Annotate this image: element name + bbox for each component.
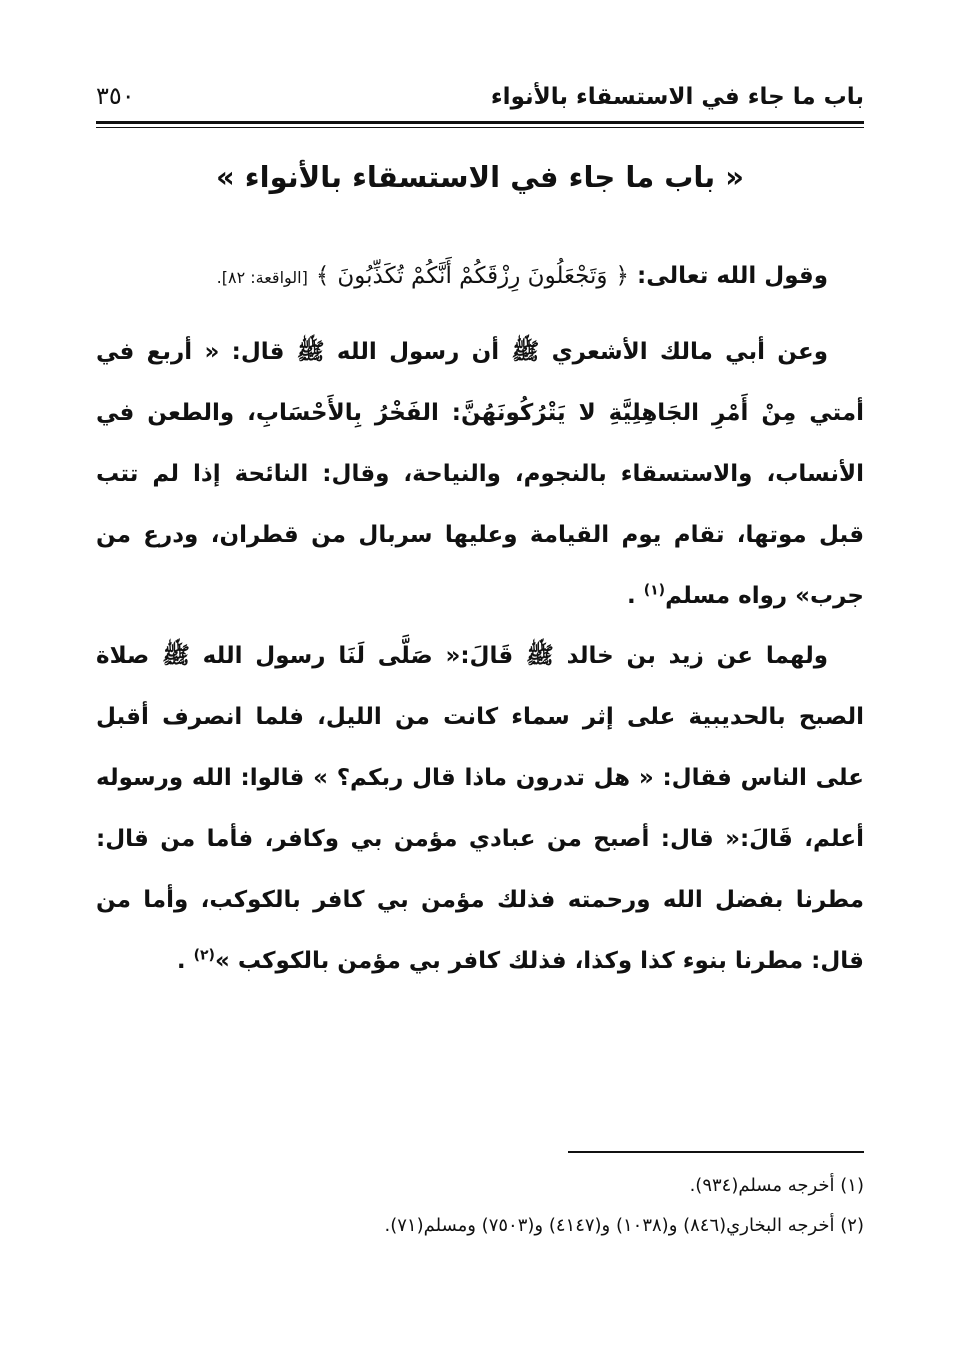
running-header xyxy=(96,80,864,120)
verse-close-bracket: ﴾ xyxy=(315,263,330,289)
verse-intro: وقول الله تعالى: xyxy=(637,263,828,289)
header-rule-thin xyxy=(96,127,864,128)
hadith-1-text: وعن أبي مالك الأشعري ﷺ أن رسول الله ﷺ قال: « أربع في أمتي مِنْ أَمْرِ الجَاهِلِيَّةِ لا يَتْرُكُونَهُنَّ: الفَخْرُ بِالأَحْسَابِ، والطعن في الأنساب، والاستسقاء بالنجوم، والنياحة، وقال: النائحة إذا لم تتب قبل موتها، تقام يوم القيامة وعليها سربال من قطران، ودرع من جرب» رواه مسلم xyxy=(96,339,864,609)
hadith-paragraph-1 xyxy=(96,322,864,627)
footnote-rule xyxy=(568,1151,864,1153)
footnote-1: (١) أخرجه مسلم(٩٣٤). xyxy=(689,1175,864,1196)
hadith-paragraph-2 xyxy=(96,626,864,992)
verse-paragraph xyxy=(96,246,864,308)
footnote-2: (٢) أخرجه البخاري(٨٤٦) و(١٠٣٨) و(٤١٤٧) و(٧٥٠٣) ومسلم(٧١). xyxy=(384,1215,864,1236)
page-number: ٣٥٠ xyxy=(96,82,135,110)
hadith-2-text: ولهما عن زيد بن خالد ﷺ قَالَ:« صَلَّى لَنَا رسول الله ﷺ صلاة الصبح بالحديبية على إثر سماء كانت من الليل، فلما انصرف أقبل على الناس فقال: « هل تدرون ماذا قال ربكم؟ » قالوا: الله ورسوله أعلم، قَالَ:« قال: أصبح من عبادي مؤمن بي وكافر، فأما من قال: مطرنا بفضل الله ورحمته فذلك مؤمن بي كافر بالكوكب، وأما من قال: مطرنا بنوء كذا وكذا، فذلك كافر بي مؤمن بالكوكب » xyxy=(96,643,864,974)
quran-verse: وَتَجْعَلُونَ رِزْقَكُمْ أَنَّكُمْ تُكَذِّبُونَ xyxy=(337,263,608,289)
running-title: باب ما جاء في الاستسقاء بالأنواء xyxy=(490,84,864,110)
hadith-1-end: . xyxy=(626,583,636,609)
footnote-mark-1[interactable]: (١) xyxy=(643,582,666,599)
footnotes xyxy=(96,1166,864,1246)
header-rule xyxy=(96,121,864,124)
verse-reference: [الواقعة: ٨٢]. xyxy=(216,268,308,287)
chapter-title: « باب ما جاء في الاستسقاء بالأنواء » xyxy=(215,160,745,194)
verse-open-bracket: ﴿ xyxy=(615,263,630,289)
footnote-mark-2[interactable]: (٢) xyxy=(193,947,215,964)
hadith-2-end: . xyxy=(176,948,186,974)
